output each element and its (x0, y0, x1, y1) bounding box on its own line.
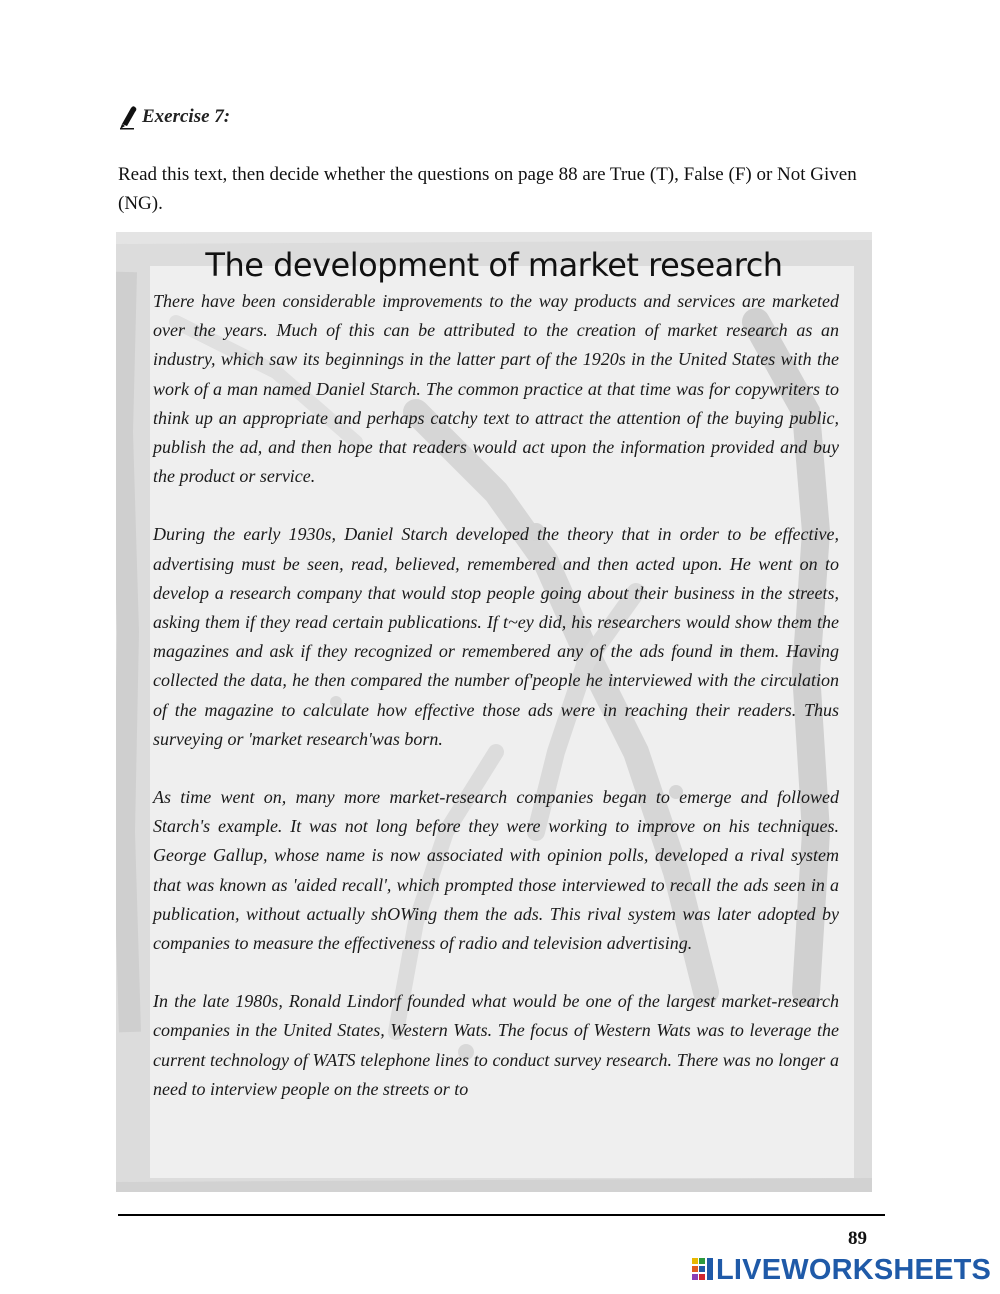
liveworksheets-wordmark: LIVEWORKSHEETS (716, 1253, 992, 1286)
article-body (153, 287, 839, 1133)
liveworksheets-logo[interactable] (692, 1253, 991, 1287)
exercise-instructions: Read this text, then decide whether the questions on page 88 are True (T), False (F) or Not Given (NG). (118, 164, 857, 214)
article-paragraph-4: In the late 1980s, Ronald Lindorf founded what would be one of the largest market-research companies in the United States, Western Wats. The focus of Western Wats was to leverage the current technology of WATS telephone lines to conduct survey research. There was no longer a need to interview people on the streets or to (153, 991, 839, 1099)
liveworksheets-icon (692, 1257, 714, 1283)
article-paragraph-1: There have been considerable improvements to the way products and services are marketed over the years. Much of this can be attributed to the creation of market research as an industry, which saw its beginnings in the latter part of the 1920s in the United States with the work of a man named Daniel Starch. The common practice at that time was for copywriters to think up an appropriate and perhaps catchy text to attract the attention of the buying public, publish the ad, and then hope that readers would act upon the information provided and buy the product or service. (153, 291, 839, 487)
article-paragraph-3: As time went on, many more market-research companies began to emerge and followed Starch's example. It was not long before they were working to improve on his techniques. George Gallup, whose name is now associated with opinion polls, developed a rival system that was known as 'aided recall', which prompted those interviewed to recall the ads seen in a publication, without actually shOWing them the ads. This rival system was later adopted by companies to measure the effectiveness of radio and television advertising. (153, 787, 839, 954)
exercise-heading (118, 104, 230, 130)
pen-icon (118, 104, 140, 130)
page-number: 89 (848, 1228, 867, 1249)
article-title: The development of market research (205, 246, 783, 284)
footer-divider (118, 1214, 885, 1216)
exercise-title: Exercise 7: (142, 106, 231, 127)
article-paragraph-2: During the early 1930s, Daniel Starch developed the theory that in order to be effective, advertising must be seen, read, believed, remembered and then acted upon. He went on to develop a research company that would stop people going about their business in the streets, asking them if they read certain publications. If t~ey did, his researchers would show them the magazines and ask if they recognized or remembered any of the ads found in them. Having collected the data, he then compared the number of'people he interviewed with the circulation of the magazine to calculate how effective those ads were in reaching their readers. Thus surveying or 'market research'was born. (153, 524, 839, 749)
